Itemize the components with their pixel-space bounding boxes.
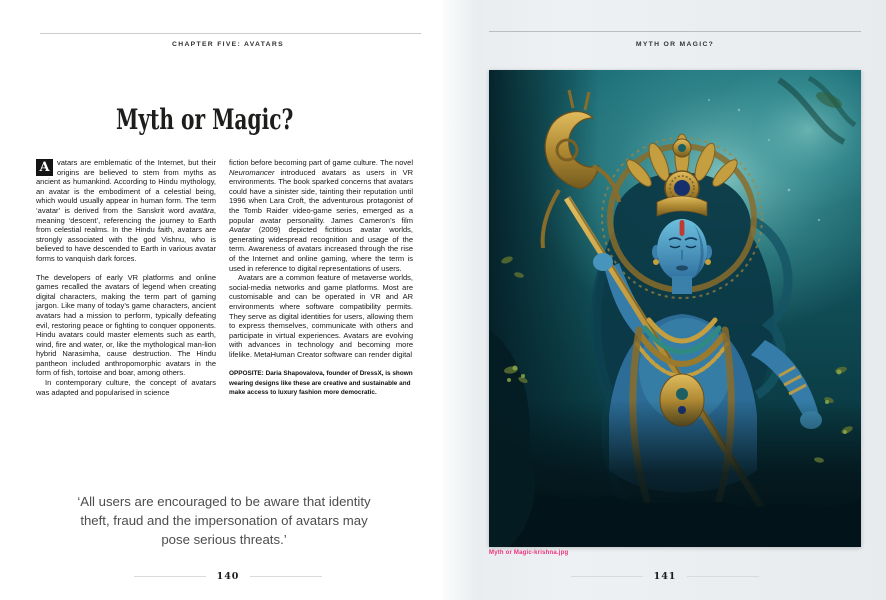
folio-rule	[250, 576, 322, 577]
folio-rule	[571, 576, 643, 577]
text-column-2	[229, 158, 413, 398]
right-page	[443, 0, 886, 600]
drop-cap: A	[36, 159, 53, 176]
page-number-text: 140	[216, 571, 240, 582]
header-rule-left	[40, 33, 421, 34]
paragraph: In contemporary culture, the concept of avatars was adapted and popularised in science	[36, 378, 216, 397]
text-column-1	[36, 158, 216, 397]
image-filename-caption: Myth or Magic-krishna.jpg	[489, 550, 569, 556]
paragraph: fiction before becoming part of game culture. The novel Neuromancer introduced avatars as users in VR environments. The book sparked concerns that avatars could have a sinister side, tainting their reputation until 1996 when Lara Croft, the adventurous protagonist of the Tomb Raider video-game series, emerged as a popular avatar personality. James Cameron’s film Avatar (2009) depicted fictitious avatar worlds, generating widespread recognition and usage of the term. Awareness of avatars increased through the rise of the Internet and online gaming, where the term is used in reference to digital representations of users.	[229, 158, 413, 273]
paragraph: Avatars are a common feature of metaverse worlds, social-media networks and game platforms. Most are customisable and can be operated in VR and AR environments where software compatibility permits. They serve as digital identities for users, allowing them to express themselves, communicate with others and participate in virtual experiences. Avatars are evolving with advances in technology and becoming more lifelike. MetaHuman Creator software can render digital	[229, 273, 413, 359]
header-rule-right	[489, 31, 861, 32]
pull-quote: ‘All users are encouraged to be aware that identity theft, fraud and the impersonation of avatars may pose serious threats.’	[77, 494, 371, 547]
folio-rule	[687, 576, 759, 577]
opposite-caption	[229, 369, 413, 397]
running-head-right: MYTH OR MAGIC?	[635, 41, 715, 48]
paragraph	[36, 158, 216, 264]
krishna-illustration	[489, 70, 861, 547]
chapter-title: Myth or Magic?	[116, 103, 294, 136]
page-number-text: 141	[653, 571, 677, 582]
page-number-left	[36, 571, 420, 582]
opposite-label: OPPOSITE:	[229, 370, 264, 378]
opposite-text: Daria Shapovalova, founder of DressX, is shown wearing designs like these are creative and sustainable and make access to luxury fashion more democratic.	[229, 370, 413, 397]
paragraph: The developers of early VR platforms and online games recalled the avatars of legend when creating digital characters, making the term part of gaming jargon. Like many of today’s game characters, ancient avatars had a mission to perform, typically defeating evil, restoring peace or fighting to conquer opponents. Hindu avatars could master elements such as earth, wind, fire and water, or, like the mythological man-lion hybrid Narasimha, cause destruction. The Hindu pantheon included anthropomorphic avatars in the form of fish, tortoise and boar, among others.	[36, 272, 216, 378]
folio-rule	[134, 576, 206, 577]
running-head-left: CHAPTER FIVE: AVATARS	[172, 41, 284, 48]
paragraph-text: vatars are emblematic of the Internet, but their origins are believed to stem from myths as ancient as humankind. According to Hindu mythology, an avatar is the embodiment of a celestial being, which would usually appear in human form. The term ‘avatar’ is derived from the Sanskrit word avatāra, meaning ‘descent’, referencing the journey to Earth from celestial realms. In the Hindu faith, avatars are strongly associated with the god Vishnu, who is believed to have descended to Earth in various avatar forms to vanquish dark forces.	[36, 158, 216, 263]
page-number-right	[473, 571, 857, 582]
